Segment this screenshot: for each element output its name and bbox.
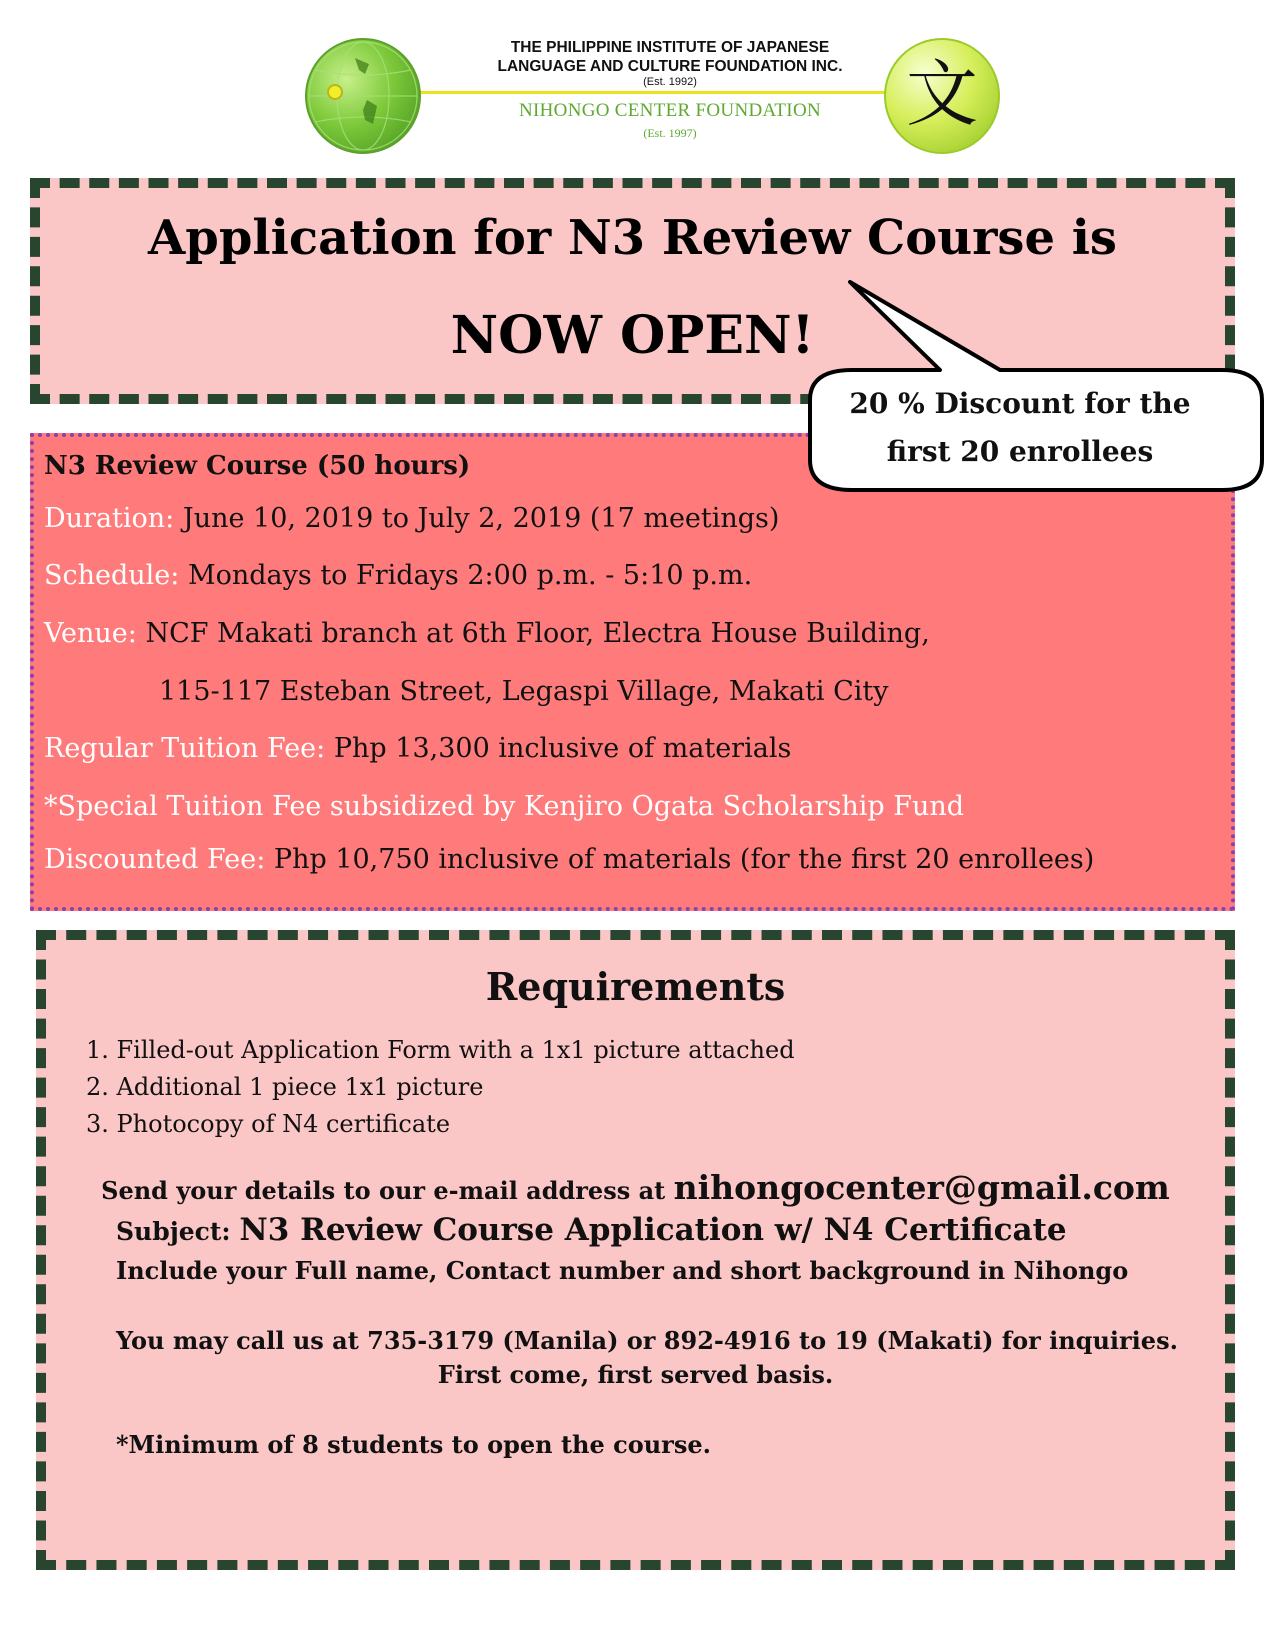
duration-label: Duration: [44, 503, 175, 534]
venue-value-2: 115-117 Esteban Street, Legaspi Village, Makati City [159, 676, 889, 707]
duration-row [44, 503, 779, 534]
special-fee-note: *Special Tuition Fee subsidized by Kenjiro Ogata Scholarship Fund [44, 791, 965, 822]
subject-label: Subject: [116, 1217, 231, 1246]
send-details-line [46, 1168, 1225, 1207]
call-note: You may call us at 735-3179 (Manila) or 892-4916 to 19 (Makati) for inquiries. [116, 1326, 1178, 1355]
send-prefix: Send your details to our e-mail address at [101, 1176, 666, 1205]
globe-icon [305, 38, 421, 154]
headline-line1: Application for N3 Review Course is [148, 210, 1117, 266]
list-item: 2. Additional 1 piece 1x1 picture [86, 1073, 484, 1101]
bubble-line2: first 20 enrollees [886, 435, 1154, 468]
headline-line2: NOW OPEN! [450, 305, 815, 366]
email-link[interactable]: nihongocenter@gmail.com [673, 1168, 1170, 1207]
schedule-value: Mondays to Fridays 2:00 p.m. - 5:10 p.m. [187, 560, 753, 591]
requirements-title: Requirements [485, 964, 786, 1009]
schedule-label: Schedule: [44, 560, 180, 591]
duration-value: June 10, 2019 to July 2, 2019 (17 meetings) [182, 503, 780, 534]
center-est: (Est. 1997) [643, 126, 697, 140]
include-note: Include your Full name, Contact number and short background in Nihongo [116, 1256, 1129, 1285]
course-title: N3 Review Course (50 hours) [44, 451, 471, 481]
list-item: 3. Photocopy of N4 certificate [86, 1110, 451, 1138]
discounted-fee-label: Discounted Fee: [44, 844, 266, 875]
bubble-line1: 20 % Discount for the [849, 387, 1191, 420]
center-name: NIHONGO CENTER FOUNDATION [519, 100, 821, 121]
regular-fee-row [44, 733, 791, 764]
kanji-logo [884, 38, 1000, 154]
org-name-line2: LANGUAGE AND CULTURE FOUNDATION INC. [497, 58, 843, 75]
subject-line [116, 1212, 1067, 1248]
subject-value: N3 Review Course Application w/ N4 Certificate [239, 1212, 1067, 1248]
venue-row [44, 618, 930, 649]
org-est: (Est. 1992) [643, 76, 697, 88]
venue-label: Venue: [44, 618, 137, 649]
requirements-list [86, 1032, 795, 1143]
kanji-char: 文 [905, 52, 978, 136]
first-come-note: First come, first served basis. [437, 1360, 834, 1389]
schedule-row [44, 560, 752, 591]
list-item: 1. Filled-out Application Form with a 1x1 picture attached [86, 1036, 795, 1064]
org-name-line1: THE PHILIPPINE INSTITUTE OF JAPANESE [510, 39, 830, 56]
regular-fee-value: Php 13,300 inclusive of materials [333, 733, 792, 764]
discounted-fee-value: Php 10,750 inclusive of materials (for the first 20 enrollees) [273, 844, 1095, 875]
org-name [450, 38, 890, 76]
venue-value: NCF Makati branch at 6th Floor, Electra House Building, [145, 618, 930, 649]
globe-graphic [307, 40, 419, 152]
minimum-note: *Minimum of 8 students to open the course. [116, 1430, 711, 1459]
course-details-box [30, 433, 1235, 911]
venue-row-2 [159, 676, 889, 707]
special-fee-row [44, 791, 964, 822]
requirements-box [36, 930, 1235, 1570]
discounted-fee-row [44, 844, 1094, 875]
discount-bubble-text [805, 380, 1235, 476]
regular-fee-label: Regular Tuition Fee: [44, 733, 326, 764]
